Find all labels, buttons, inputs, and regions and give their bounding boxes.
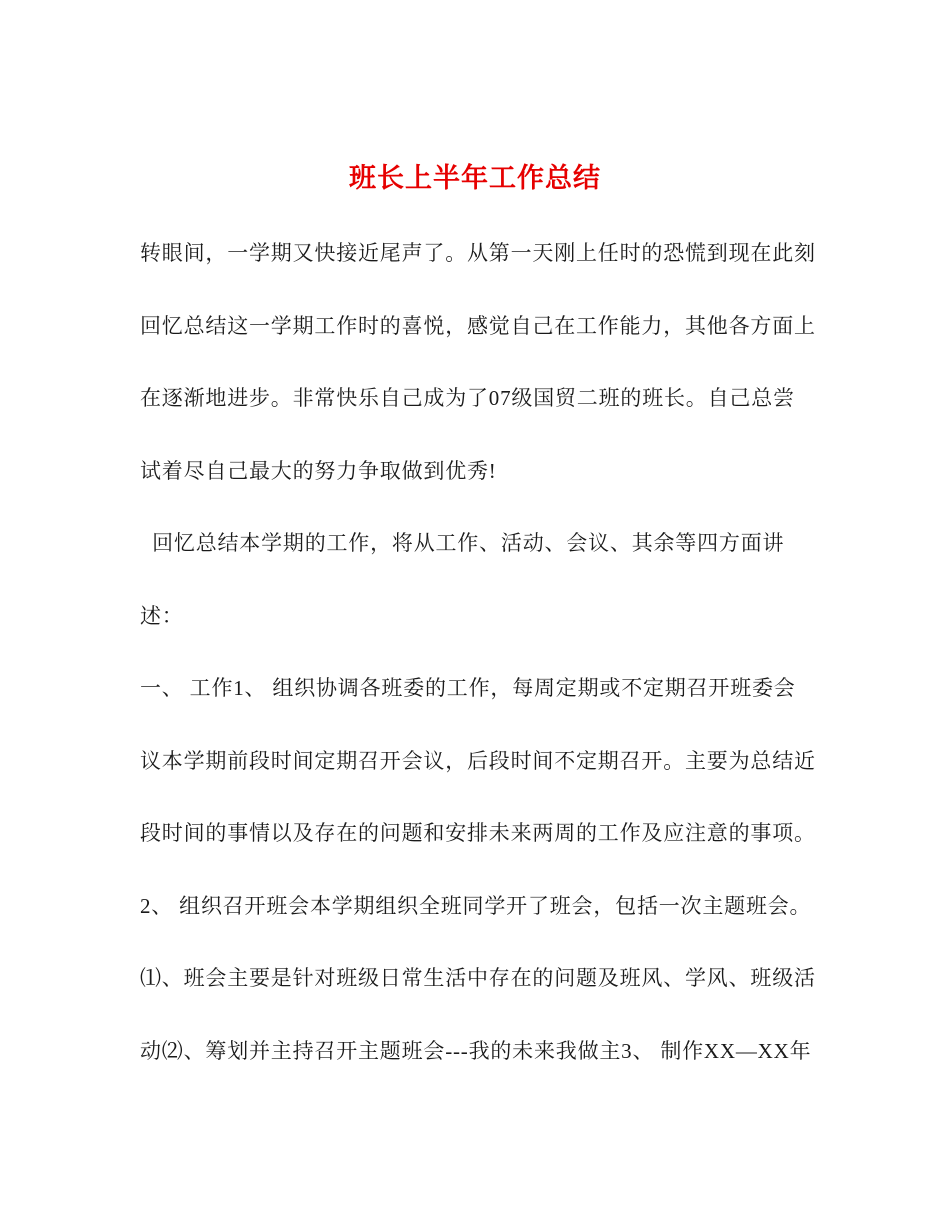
document-title: 班长上半年工作总结 — [349, 163, 601, 194]
text-line: 回忆总结本学期的工作，将从工作、活动、会议、其余等四方面讲 — [140, 531, 785, 555]
text-line: 动⑵、筹划并主持召开主题班会---我的未来我做主3、 制作XX—XX年 — [140, 1038, 812, 1063]
text-line: 议本学期前段时间定期召开会议，后段时间不定期召开。主要为总结近 — [140, 748, 816, 773]
text-line: ⑴、班会主要是针对班级日常生活中存在的问题及班风、学风、班级活 — [140, 966, 816, 990]
text-line: 2、 组织召开班会本学期组织全班同学开了班会，包括一次主题班会。 — [140, 893, 812, 918]
text-line: 试着尽自己最大的努力争取做到优秀! — [140, 458, 497, 483]
text-line: 一、 工作1、 组织协调各班委的工作，每周定期或不定期召开班委会 — [140, 676, 796, 700]
text-line: 在逐渐地进步。非常快乐自己成为了07级国贸二班的班长。自己总尝 — [140, 386, 795, 410]
text-line: 段时间的事情以及存在的问题和安排未来两周的工作及应注意的事项。 — [140, 821, 816, 845]
text-line: 述： — [140, 603, 184, 628]
text-line: 转眼间，一学期又快接近尾声了。从第一天刚上任时的恐慌到现在此刻 — [140, 241, 816, 265]
document-body — [140, 217, 820, 1087]
text-line: 回忆总结这一学期工作时的喜悦，感觉自己在工作能力，其他各方面上 — [140, 313, 816, 338]
